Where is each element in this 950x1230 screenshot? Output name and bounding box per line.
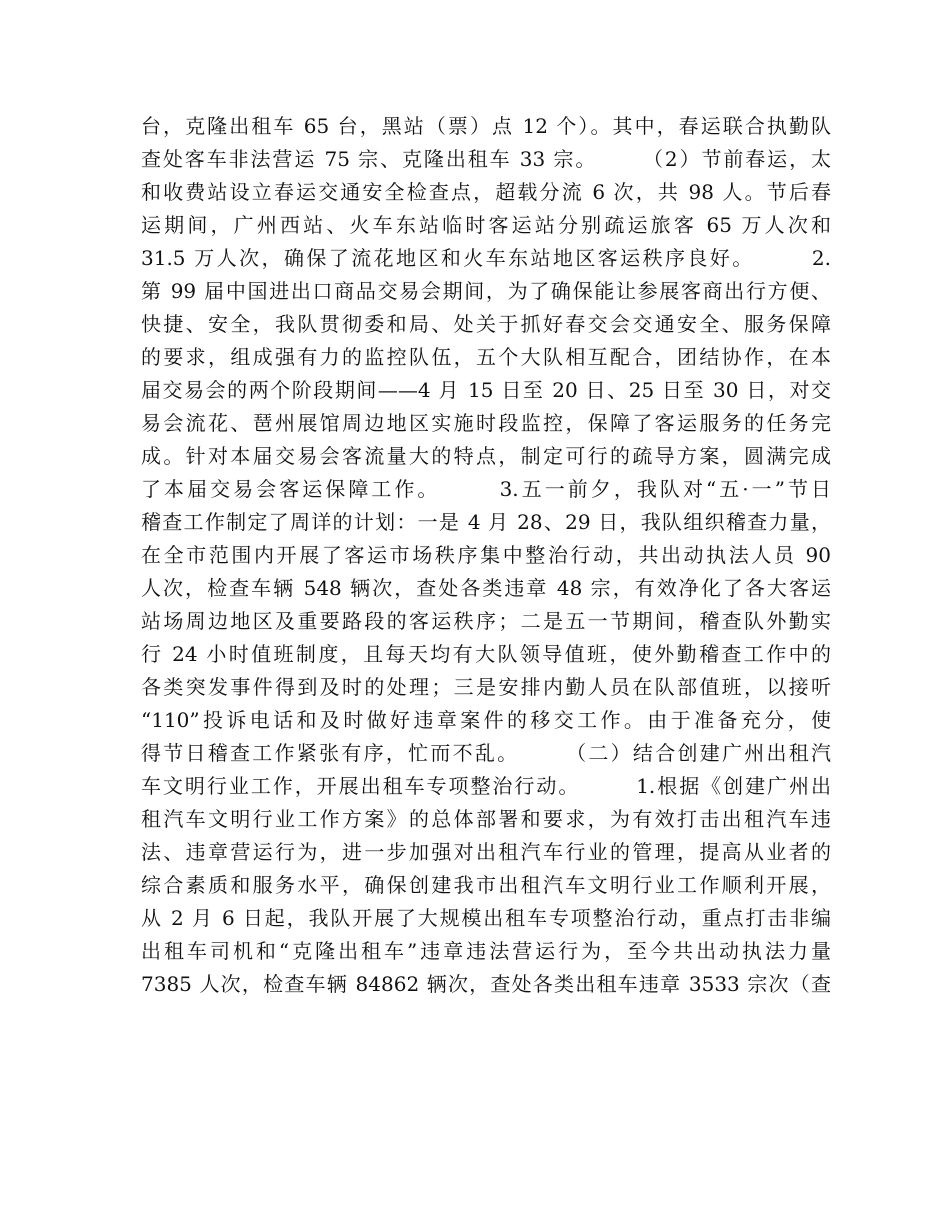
text-line: 届交易会的两个阶段期间——4 月 15 日至 20 日、25 日至 30 日，对交 (141, 378, 831, 402)
body-text (141, 110, 831, 1001)
text-line: 稽查工作制定了周详的计划：一是 4 月 28、29 日，我队组织稽查力量， (141, 510, 831, 534)
text-line: 各类突发事件得到及时的处理；三是安排内勤人员在队部值班，以接听 (141, 675, 831, 699)
text-line: 和收费站设立春运交通安全检查点，超载分流 6 次，共 98 人。节后春 (141, 180, 831, 204)
text-line: 成。针对本届交易会客流量大的特点，制定可行的疏导方案，圆满完成 (141, 444, 831, 468)
text-line: 查处客车非法营运 75 宗、克隆出租车 33 宗。 （2）节前春运，太 (141, 147, 831, 171)
text-line: 得节日稽查工作紧张有序，忙而不乱。 （二）结合创建广州出租汽 (141, 741, 831, 765)
text-line: 易会流花、琶州展馆周边地区实施时段监控，保障了客运服务的任务完 (141, 411, 831, 435)
text-line: 运期间，广州西站、火车东站临时客运站分别疏运旅客 65 万人次和 (141, 213, 831, 237)
text-line: 综合素质和服务水平，确保创建我市出租汽车文明行业工作顺利开展， (141, 873, 831, 897)
text-line: 的要求，组成强有力的监控队伍，五个大队相互配合，团结协作，在本 (141, 345, 831, 369)
text-line: 第 99 届中国进出口商品交易会期间，为了确保能让参展客商出行方便、 (141, 279, 831, 303)
text-line: 车文明行业工作，开展出租车专项整治行动。 1.根据《创建广州出 (141, 774, 831, 798)
text-line: 出租车司机和“克隆出租车”违章违法营运行为，至今共出动执法力量 (141, 939, 831, 963)
text-line: 站场周边地区及重要路段的客运秩序；二是五一节期间，稽查队外勤实 (141, 609, 831, 633)
text-line: 31.5 万人次，确保了流花地区和火车东站地区客运秩序良好。 2. (141, 246, 831, 270)
text-line: 法、违章营运行为，进一步加强对出租汽车行业的管理，提高从业者的 (141, 840, 831, 864)
text-line: 快捷、安全，我队贯彻委和局、处关于抓好春交会交通安全、服务保障 (141, 312, 831, 336)
text-line: 行 24 小时值班制度，且每天均有大队领导值班，使外勤稽查工作中的 (141, 642, 831, 666)
text-line: 7385 人次，检查车辆 84862 辆次，查处各类出租车违章 3533 宗次（查 (141, 972, 831, 996)
text-line: 人次，检查车辆 548 辆次，查处各类违章 48 宗，有效净化了各大客运 (141, 576, 831, 600)
text-line: 台，克隆出租车 65 台，黑站（票）点 12 个）。其中，春运联合执勤队 (141, 114, 831, 138)
text-line: “110”投诉电话和及时做好违章案件的移交工作。由于准备充分，使 (141, 708, 831, 732)
text-line: 从 2 月 6 日起，我队开展了大规模出租车专项整治行动，重点打击非编 (141, 906, 831, 930)
text-line: 在全市范围内开展了客运市场秩序集中整治行动，共出动执法人员 90 (141, 543, 831, 567)
text-line: 租汽车文明行业工作方案》的总体部署和要求，为有效打击出租汽车违 (141, 807, 831, 831)
text-line: 了本届交易会客运保障工作。 3.五一前夕，我队对“五·一”节日 (141, 477, 831, 501)
